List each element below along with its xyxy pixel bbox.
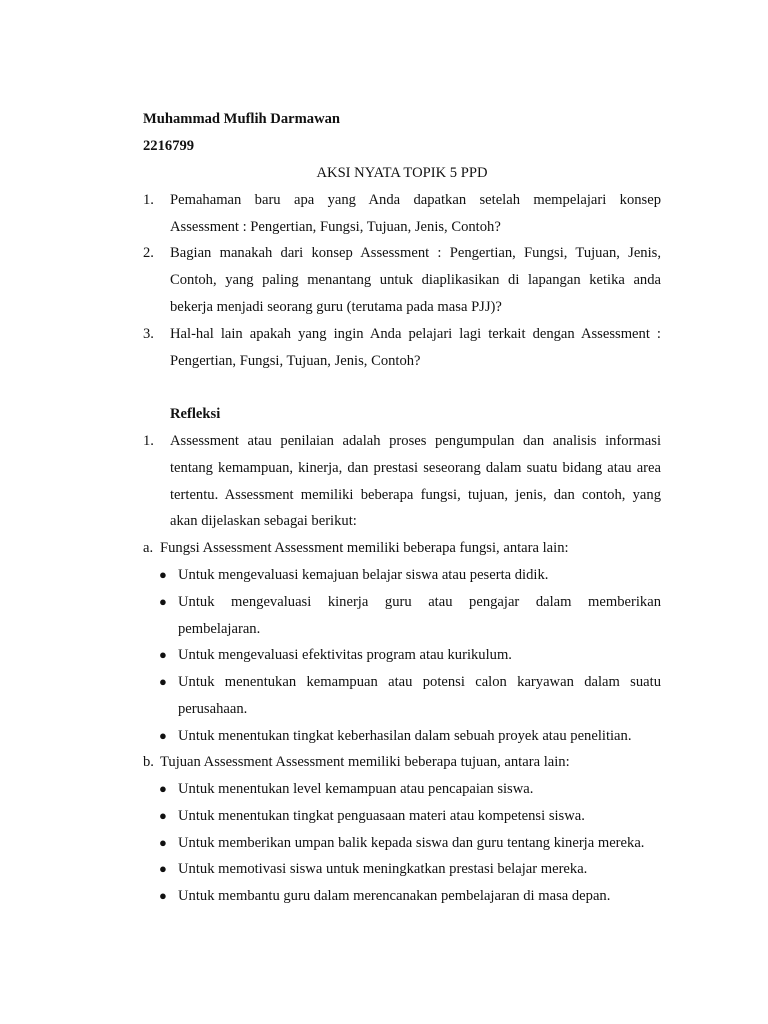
question-2-line-1: Bagian manakah dari konsep Assessment : Pengertian, Fungsi, Tujuan, Jenis, — [170, 245, 661, 261]
reflection-1-line-1: Assessment atau penilaian adalah proses pengumpulan dan analisis informasi — [170, 433, 661, 449]
question-1-line-1: Pemahaman baru apa yang Anda dapatkan setelah mempelajari konsep — [170, 192, 661, 208]
question-2-line-3: bekerja menjadi seorang guru (terutama pada masa PJJ)? — [170, 299, 502, 315]
bullet-icon: ● — [159, 728, 167, 743]
bullet-icon: ● — [159, 781, 167, 796]
reflection-1-number: 1. — [143, 433, 154, 449]
section-a-bullet-3: Untuk mengevaluasi efektivitas program atau kurikulum. — [178, 647, 512, 663]
question-1-line-2: Assessment : Pengertian, Fungsi, Tujuan, Jenis, Contoh? — [170, 219, 501, 235]
bullet-icon: ● — [159, 888, 167, 903]
reflection-heading: Refleksi — [170, 406, 221, 422]
question-1-number: 1. — [143, 192, 154, 208]
reflection-1-line-4: akan dijelaskan sebagai berikut: — [170, 513, 357, 529]
section-b-bullet-1: Untuk menentukan level kemampuan atau pencapaian siswa. — [178, 781, 534, 797]
section-b-label: b. — [143, 754, 154, 770]
section-b-bullet-2: Untuk menentukan tingkat penguasaan materi atau kompetensi siswa. — [178, 808, 585, 824]
question-3-line-2: Pengertian, Fungsi, Tujuan, Jenis, Contoh? — [170, 353, 421, 369]
reflection-1-line-3: tertentu. Assessment memiliki beberapa fungsi, tujuan, jenis, dan contoh, yang — [170, 487, 661, 503]
question-2-line-2: Contoh, yang paling menantang untuk diaplikasikan di lapangan ketika anda — [170, 272, 661, 288]
section-a-heading: Fungsi Assessment Assessment memiliki beberapa fungsi, antara lain: — [160, 540, 569, 556]
section-a-bullet-2-line-1: Untuk mengevaluasi kinerja guru atau pengajar dalam memberikan — [178, 594, 661, 610]
author-name: Muhammad Muflih Darmawan — [143, 111, 341, 127]
section-b-bullet-3: Untuk memberikan umpan balik kepada siswa dan guru tentang kinerja mereka. — [178, 835, 645, 851]
section-a-label: a. — [143, 540, 154, 556]
bullet-icon: ● — [159, 647, 167, 662]
section-a-bullet-2-line-2: pembelajaran. — [178, 621, 261, 637]
question-2-number: 2. — [143, 245, 154, 261]
question-3-line-1: Hal-hal lain apakah yang ingin Anda pelajari lagi terkait dengan Assessment : — [170, 326, 661, 342]
section-b-bullet-5: Untuk membantu guru dalam merencanakan pembelajaran di masa depan. — [178, 888, 611, 904]
bullet-icon: ● — [159, 861, 167, 876]
student-id: 2216799 — [143, 138, 195, 154]
bullet-icon: ● — [159, 808, 167, 823]
section-a-bullet-1: Untuk mengevaluasi kemajuan belajar siswa atau peserta didik. — [178, 567, 549, 583]
section-b-heading: Tujuan Assessment Assessment memiliki beberapa tujuan, antara lain: — [160, 754, 570, 770]
reflection-1-line-2: tentang kemampuan, kinerja, dan prestasi seseorang dalam suatu bidang atau area — [170, 460, 661, 476]
section-a-bullet-5: Untuk menentukan tingkat keberhasilan dalam sebuah proyek atau penelitian. — [178, 728, 632, 744]
question-3-number: 3. — [143, 326, 154, 342]
document-title: AKSI NYATA TOPIK 5 PPD — [316, 165, 488, 181]
bullet-icon: ● — [159, 674, 167, 689]
bullet-icon: ● — [159, 835, 167, 850]
section-b-bullet-4: Untuk memotivasi siswa untuk meningkatkan prestasi belajar mereka. — [178, 861, 588, 877]
bullet-icon: ● — [159, 567, 167, 582]
section-a-bullet-4-line-2: perusahaan. — [178, 701, 248, 717]
section-a-bullet-4-line-1: Untuk menentukan kemampuan atau potensi calon karyawan dalam suatu — [178, 674, 661, 690]
bullet-icon: ● — [159, 594, 167, 609]
